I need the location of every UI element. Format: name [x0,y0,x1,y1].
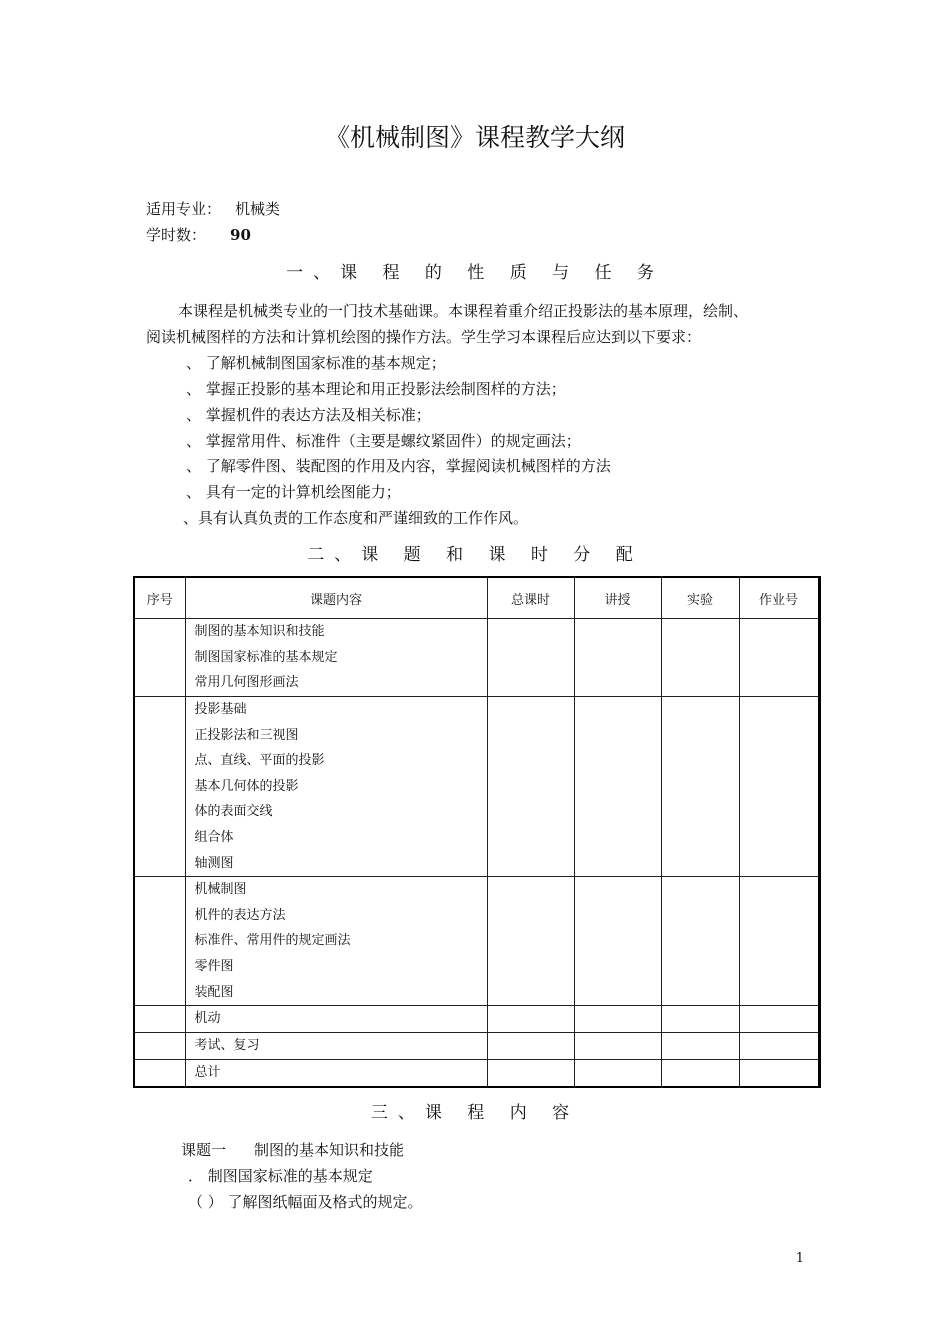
cell-lab [661,697,739,877]
page-number: 1 [795,1251,804,1266]
requirement-item: 、 掌握机件的表达方法及相关标准； [186,406,431,424]
cell-topic [185,1060,487,1087]
cell-lab [661,1006,739,1033]
requirement-item: 、具有认真负责的工作态度和严谨细致的工作作风。 [183,509,529,527]
topic-line: 点、直线、平面的投影 [194,753,325,769]
requirement-item: 、 了解机械制图国家标准的基本规定； [186,354,446,372]
requirement-item: 、 掌握常用件、标准件（主要是螺纹紧固件）的规定画法； [186,432,581,450]
cell-lecture [574,697,661,877]
cell-index [134,1060,185,1087]
cell-lab [661,619,739,697]
table-row [134,877,819,1006]
cell-lab [661,1033,739,1060]
section2-heading: 二、课 题 和 课 时 分 配 [307,545,643,565]
col-header-homework: 作业号 [739,577,819,619]
col-header-lab: 实验 [661,577,739,619]
cell-homework [739,619,819,697]
topic-line: 制图的基本知识和技能 [194,624,325,639]
hours-line [146,224,251,245]
topic-line: 基本几何体的投影 [194,778,299,794]
cell-total-hours [487,1006,574,1033]
cell-total-hours [487,877,574,1006]
requirement-item: 、 了解零件图、装配图的作用及内容，掌握阅读机械图样的方法 [186,457,611,475]
topic-title: 制图的基本知识和技能 [254,1141,405,1159]
table-row [134,619,819,697]
table-row [134,697,819,877]
requirement-item: 、 掌握正投影的基本理论和用正投影法绘制图样的方法； [186,380,566,398]
table-row [134,1060,819,1087]
cell-homework [739,877,819,1006]
cell-lab [661,1060,739,1087]
cell-topic [185,1006,487,1033]
topic-line: 组合体 [194,829,234,845]
cell-topic [185,697,487,877]
major-value: 机械类 [235,200,281,218]
intro-line-2: 阅读机械图样的方法和计算机绘图的操作方法。学生学习本课程后应达到以下要求： [146,328,702,346]
topic-line: 常用几何图形画法 [194,675,299,691]
col-header-index: 序号 [134,577,185,619]
table-row [134,1006,819,1033]
cell-index [134,877,185,1006]
cell-lecture [574,877,661,1006]
major-line [146,198,280,219]
cell-homework [739,697,819,877]
col-header-lecture: 讲授 [574,577,661,619]
topic-line: 装配图 [194,984,234,1000]
topic-line: 正投影法和三视图 [194,727,299,743]
cell-index [134,1033,185,1060]
cell-lab [661,877,739,1006]
cell-homework [739,1060,819,1087]
topic-line: 机械制图 [194,882,247,898]
cell-lecture [574,619,661,697]
cell-homework [739,1006,819,1033]
topic-line: 总计 [194,1065,221,1081]
cell-topic [185,1033,487,1060]
topic-line: 轴测图 [194,855,234,871]
cell-lecture [574,1060,661,1087]
subsection-line: ． 制图国家标准的基本规定 [188,1167,373,1185]
cell-index [134,619,185,697]
topic-line: 零件图 [194,958,234,974]
cell-total-hours [487,697,574,877]
col-header-topic: 课题内容 [185,577,487,619]
topic-line: 制图国家标准的基本规定 [194,649,338,665]
page-title: 《机械制图》课程教学大纲 [324,123,625,152]
topic-line: 标准件、常用件的规定画法 [194,933,351,949]
cell-total-hours [487,1060,574,1087]
cell-index [134,1006,185,1033]
topic-line: 机件的表达方法 [194,907,286,923]
topic-label: 课题一 [181,1141,227,1159]
topic-line: 考试、复习 [194,1038,260,1054]
major-label: 适用专业： [146,200,222,218]
hours-label: 学时数： [146,226,207,244]
topic-one-line [181,1139,404,1160]
topic-line: 机动 [194,1011,221,1027]
section1-heading: 一、课 程 的 性 质 与 任 务 [286,263,664,283]
hours-value: 90 [230,226,251,244]
subsection-line: （ ） 了解图纸幅面及格式的规定。 [188,1193,423,1211]
table-row [134,1033,819,1060]
intro-line-1: 本课程是机械类专业的一门技术基础课。本课程着重介绍正投影法的基本原理，绘制、 [178,302,749,320]
cell-total-hours [487,619,574,697]
cell-homework [739,1033,819,1060]
cell-topic [185,877,487,1006]
cell-lecture [574,1033,661,1060]
cell-lecture [574,1006,661,1033]
section3-heading: 三、课 程 内 容 [370,1103,580,1123]
cell-index [134,697,185,877]
course-hours-table [133,576,821,1088]
table-header-row [134,577,819,619]
topic-line: 投影基础 [194,702,247,717]
cell-total-hours [487,1033,574,1060]
topic-line: 体的表面交线 [194,804,273,820]
col-header-total-hours: 总课时 [487,577,574,619]
requirement-item: 、 具有一定的计算机绘图能力； [186,483,401,501]
cell-topic [185,619,487,697]
